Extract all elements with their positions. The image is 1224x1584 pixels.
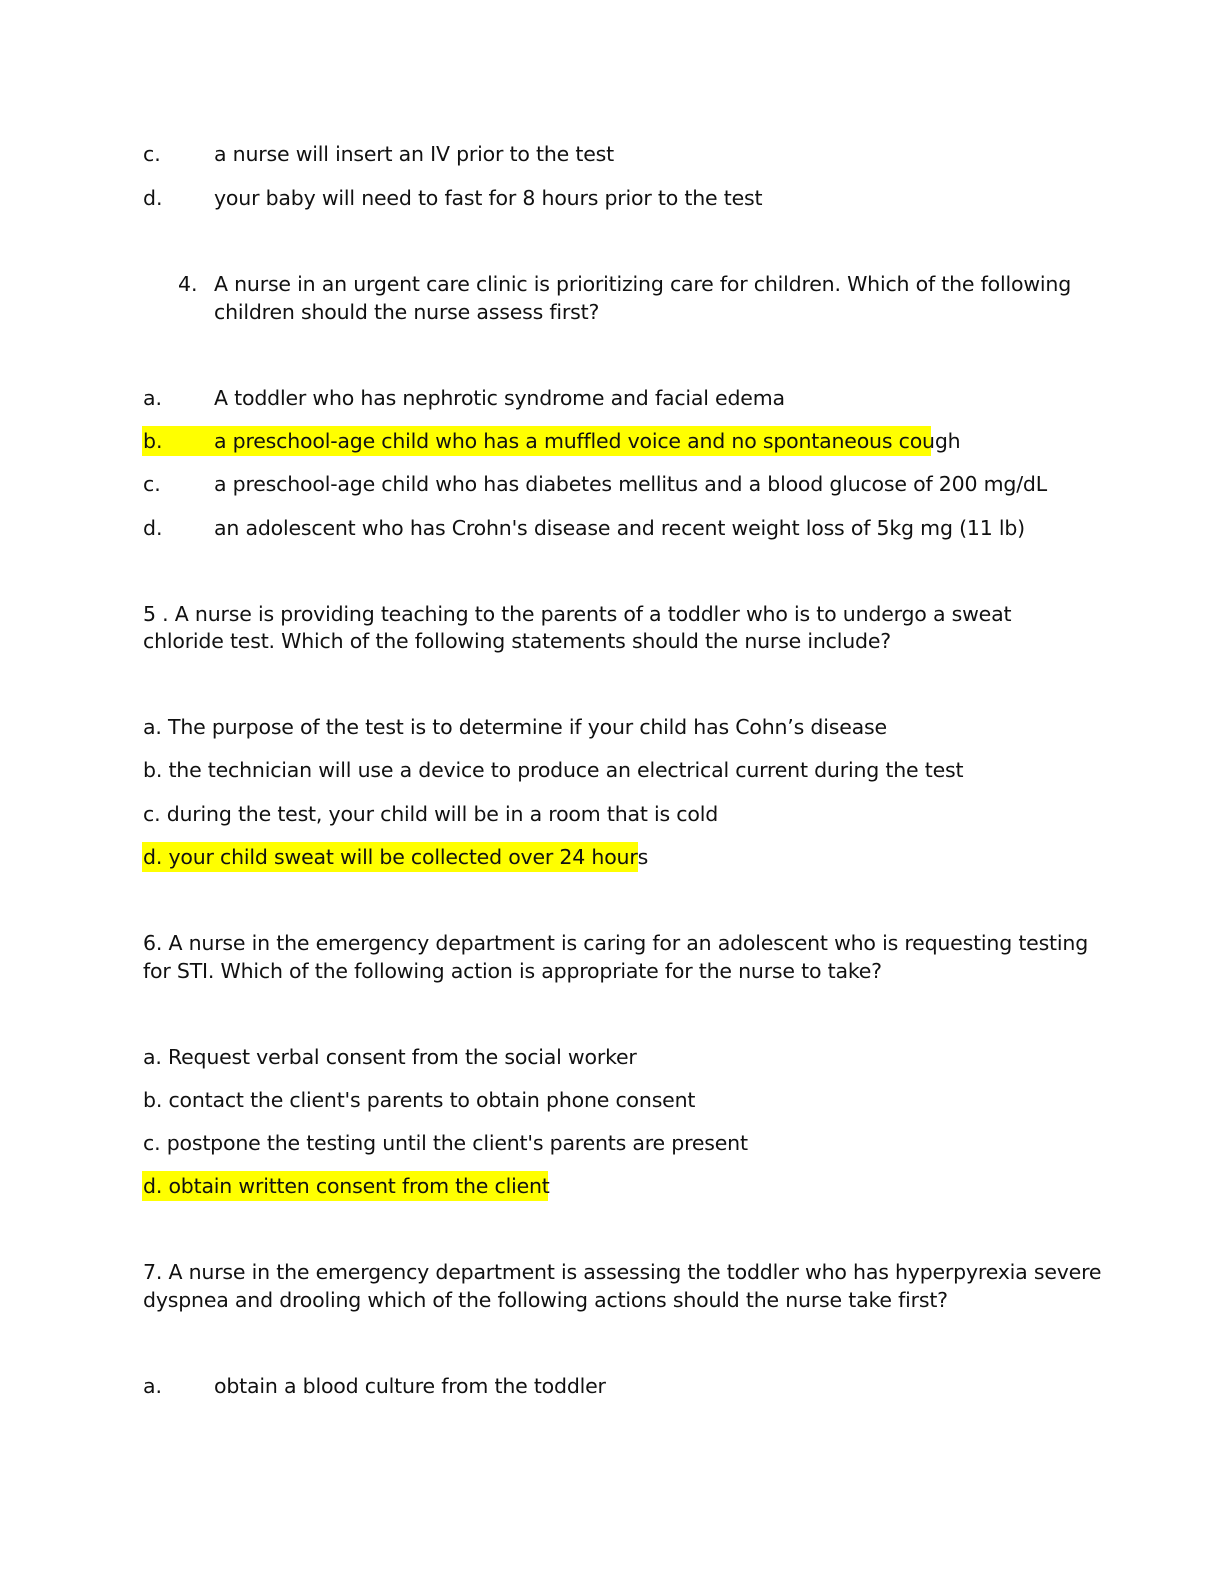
q5-stem-line1: 5 . A nurse is providing teaching to the parents of a toddler who is to undergo a sweat (143, 602, 1012, 626)
q4-option-c-label: c. (143, 472, 161, 496)
q7-stem-line2: dyspnea and drooling which of the following actions should the nurse take first? (143, 1288, 948, 1312)
q7-option-a-label: a. (143, 1374, 163, 1398)
q6-option-a: a. Request verbal consent from the social worker (143, 1045, 637, 1069)
q6-option-d: d. obtain written consent from the client (143, 1174, 550, 1198)
q6-option-b: b. contact the client's parents to obtain phone consent (143, 1088, 696, 1112)
q4-option-a-text: A toddler who has nephrotic syndrome and facial edema (214, 386, 785, 410)
q6-stem-line1: 6. A nurse in the emergency department is caring for an adolescent who is requesting testing (143, 931, 1089, 955)
q3-option-d-text: your baby will need to fast for 8 hours prior to the test (214, 186, 763, 210)
q4-stem-line1: A nurse in an urgent care clinic is prioritizing care for children. Which of the following (214, 272, 1072, 296)
q5-option-b: b. the technician will use a device to produce an electrical current during the test (143, 758, 964, 782)
q5-option-c: c. during the test, your child will be in a room that is cold (143, 802, 719, 826)
q4-option-a-label: a. (143, 386, 163, 410)
q3-option-c-label: c. (143, 142, 161, 166)
q6-stem-line2: for STI. Which of the following action is appropriate for the nurse to take? (143, 959, 882, 983)
q3-option-c-text: a nurse will insert an IV prior to the test (214, 142, 614, 166)
q4-number: 4. (178, 272, 198, 296)
q4-stem-line2: children should the nurse assess first? (214, 300, 600, 324)
q7-stem-line1: 7. A nurse in the emergency department is assessing the toddler who has hyperpyrexia severe (143, 1260, 1102, 1284)
q4-option-b-text: a preschool-age child who has a muffled voice and no spontaneous cough (214, 429, 961, 453)
q5-stem-line2: chloride test. Which of the following statements should the nurse include? (143, 629, 891, 653)
q4-option-b-label: b. (143, 429, 163, 453)
q4-option-c-text: a preschool-age child who has diabetes mellitus and a blood glucose of 200 mg/dL (214, 472, 1047, 496)
q4-option-d-label: d. (143, 516, 163, 540)
q3-option-d-label: d. (143, 186, 163, 210)
q5-option-a: a. The purpose of the test is to determine if your child has Cohn’s disease (143, 715, 887, 739)
q5-option-d: d. your child sweat will be collected over 24 hours (143, 845, 649, 869)
q7-option-a-text: obtain a blood culture from the toddler (214, 1374, 606, 1398)
q6-option-c: c. postpone the testing until the client's parents are present (143, 1131, 748, 1155)
q4-option-d-text: an adolescent who has Crohn's disease and recent weight loss of 5kg mg (11 lb) (214, 516, 1025, 540)
